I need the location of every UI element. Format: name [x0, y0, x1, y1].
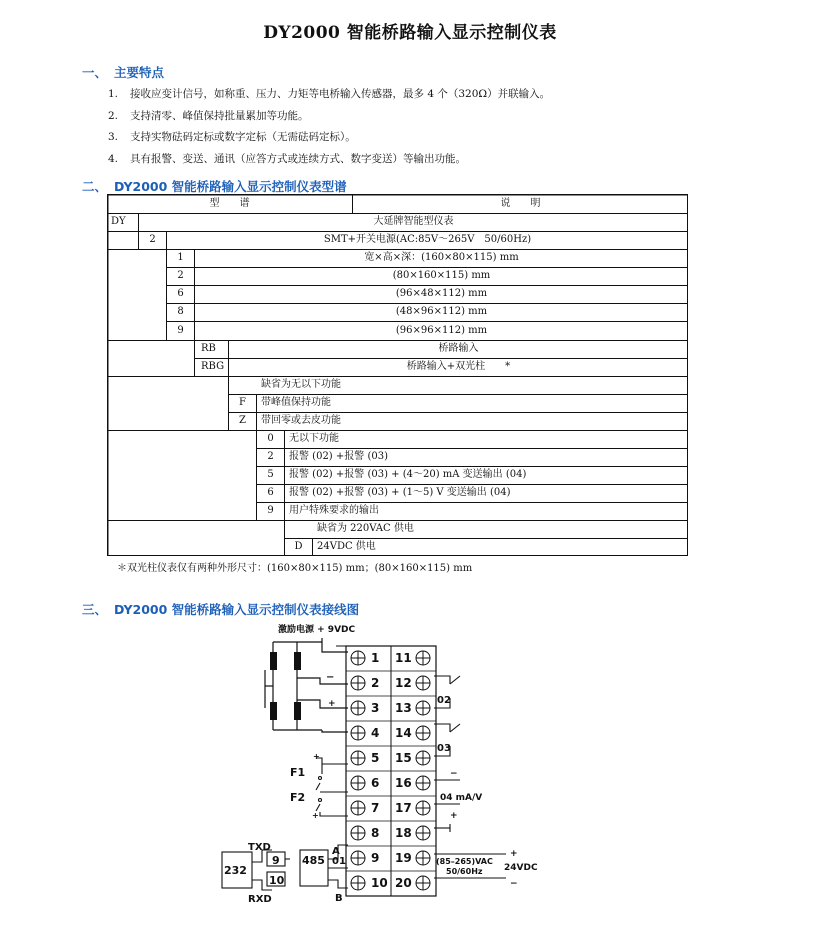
bridge-resistors — [270, 652, 301, 720]
terminal-number: 7 — [371, 801, 380, 815]
wiring-diagram — [210, 618, 550, 908]
relay-outputs — [434, 676, 506, 878]
terminal-screw-icon — [351, 826, 365, 840]
rs485-label: 485 — [302, 854, 325, 867]
section-1-number: 一、 — [82, 65, 108, 80]
code-output: 6 — [267, 487, 274, 498]
terminal-screw-icon — [351, 676, 365, 690]
terminal-number: 13 — [395, 701, 412, 715]
code-size: 1 — [177, 252, 184, 263]
plus-label: + — [328, 699, 336, 709]
f2-label: F2 — [290, 791, 306, 804]
terminal-number: 1 — [371, 651, 380, 665]
terminal-screw-icon — [416, 726, 430, 740]
desc-output: 报警 (02) +报警 (03) + (1～5) V 变送输出 (04) — [289, 487, 511, 498]
terminal-screw-icon — [416, 776, 430, 790]
section-2-number: 二、 — [82, 179, 108, 194]
footnote: ＊双光柱仪表仅有两种外形尺寸：(160×80×115) mm；(80×160×115) mm — [117, 563, 473, 574]
desc-input: 桥路输入+双光柱 * — [406, 361, 511, 372]
code-func: F — [239, 397, 246, 408]
desc-size: (48×96×112) mm — [395, 306, 488, 317]
rs232-label: 232 — [224, 864, 247, 877]
desc-size: (80×160×115) mm — [392, 270, 491, 281]
list-item: 3. 支持实物砝码定标或数字定标（无需砝码定标）。 — [108, 131, 356, 143]
terminal-number: 15 — [395, 751, 412, 765]
terminal-number: 18 — [395, 826, 412, 840]
code-input: RBG — [201, 361, 225, 372]
section-3-title: DY2000 智能桥路输入显示控制仪表接线图 — [114, 602, 360, 617]
desc-func: 带回零或去皮功能 — [261, 415, 341, 426]
output-04-label: 04 mA/V — [440, 793, 483, 803]
code-supply: D — [294, 541, 303, 552]
output-04-minus: − — [450, 769, 458, 779]
rs232-pin10: 10 — [269, 874, 285, 887]
terminal-screw-icon — [416, 751, 430, 765]
output-03-label: 03 — [437, 743, 451, 754]
hz-label: 50/60Hz — [446, 867, 483, 876]
rs485-01-label: 01 — [332, 856, 346, 867]
terminal-screw-icon — [416, 701, 430, 715]
desc-supply: 24VDC 供电 — [317, 541, 376, 552]
code-size: 6 — [177, 288, 184, 299]
terminal-screw-icon — [351, 701, 365, 715]
page-title: DY2000 智能桥路输入显示控制仪表 — [263, 23, 557, 43]
desc-power: SMT+开关电源(AC:85V～265V 50/60Hz) — [323, 234, 532, 245]
terminal-number: 2 — [371, 676, 380, 690]
terminal-screw-icon — [351, 851, 365, 865]
terminal-screw-icon — [351, 651, 365, 665]
terminal-number: 14 — [395, 726, 412, 740]
list-item: 1. 接收应变计信号，如称重、压力、力矩等电桥输入传感器，最多 4 个（320Ω）并联输入。 — [108, 88, 551, 100]
header-model: 型 谱 — [209, 198, 250, 209]
code-size: 8 — [177, 306, 184, 317]
features-list — [108, 84, 550, 170]
terminal-screw-icon — [351, 801, 365, 815]
desc-output: 报警 (02) +报警 (03) + (4～20) mA 变送输出 (04) — [289, 469, 527, 480]
list-item: 2. 支持清零、峰值保持批量累加等功能。 — [108, 109, 309, 122]
table-grid — [107, 194, 688, 556]
terminal-number: 20 — [395, 876, 412, 890]
txd-label: TXD — [248, 842, 271, 853]
plus-label-f1: + — [313, 752, 320, 761]
terminal-number: 4 — [371, 726, 380, 740]
func-default: 缺省为无以下功能 — [261, 379, 341, 390]
terminal-number: 12 — [395, 676, 412, 690]
terminal-screw-icon — [416, 676, 430, 690]
terminal-number: 6 — [371, 776, 380, 790]
desc-output: 无以下功能 — [289, 433, 339, 444]
terminal-number: 10 — [371, 876, 388, 890]
terminal-screw-icon — [416, 851, 430, 865]
code-input: RB — [201, 343, 216, 354]
code-power: 2 — [149, 234, 156, 245]
code-output: 9 — [267, 505, 274, 516]
vdc-minus: − — [510, 879, 518, 889]
section-3-number: 三、 — [82, 602, 108, 617]
terminal-number: 11 — [395, 651, 412, 665]
section-2-heading — [82, 177, 347, 195]
model-spec-table — [107, 194, 688, 556]
vac-label: (85–265)VAC — [436, 857, 493, 866]
vdc-label: 24VDC — [504, 863, 538, 873]
code-dy: DY — [111, 216, 126, 227]
rxd-label: RXD — [248, 894, 272, 905]
desc-output: 用户特殊要求的输出 — [289, 505, 379, 516]
terminal-screw-icon — [351, 876, 365, 890]
switch-inputs — [316, 758, 348, 816]
excitation-label: 激励电源 + 9VDC — [278, 625, 356, 635]
terminal-number: 3 — [371, 701, 380, 715]
desc-output: 报警 (02) +报警 (03) — [289, 451, 388, 462]
desc-size: (96×48×112) mm — [395, 288, 488, 299]
bridge-sensor — [265, 638, 348, 732]
header-description: 说 明 — [500, 198, 541, 209]
section-2-title: DY2000 智能桥路输入显示控制仪表型谱 — [114, 179, 347, 194]
code-func: Z — [239, 415, 246, 426]
section-1-title: 主要特点 — [114, 65, 165, 80]
code-output: 5 — [267, 469, 274, 480]
terminal-number: 19 — [395, 851, 412, 865]
terminal-screw-icon — [416, 801, 430, 815]
section-3-heading — [82, 600, 359, 618]
desc-input: 桥路输入 — [438, 343, 479, 354]
desc-dy: 大延牌智能型仪表 — [373, 216, 454, 227]
code-size: 9 — [177, 325, 184, 336]
terminal-number: 9 — [371, 851, 380, 865]
vdc-plus: + — [510, 849, 518, 859]
section-1-heading — [82, 63, 164, 81]
rs232-pin9: 9 — [272, 854, 280, 867]
terminal-screw-icon — [351, 726, 365, 740]
output-04-plus: + — [450, 811, 458, 821]
b-label: B — [335, 893, 343, 904]
terminal-number: 16 — [395, 776, 412, 790]
f1-label: F1 — [290, 766, 306, 779]
terminal-number: 8 — [371, 826, 380, 840]
a-label: A — [332, 846, 340, 857]
terminal-screw-icon — [416, 876, 430, 890]
list-item: 4. 具有报警、变送、通讯（应答方式或连续方式、数字变送）等输出功能。 — [108, 152, 466, 165]
terminal-screw-icon — [351, 776, 365, 790]
power-default: 缺省为 220VAC 供电 — [317, 523, 414, 534]
code-output: 0 — [267, 433, 274, 444]
code-output: 2 — [267, 451, 274, 462]
output-02-label: 02 — [437, 695, 451, 706]
desc-func: 带峰值保持功能 — [261, 397, 331, 408]
terminal-screw-icon — [416, 826, 430, 840]
minus-label: − — [326, 672, 335, 683]
desc-size: (96×96×112) mm — [395, 325, 488, 336]
terminal-screw-icon — [351, 751, 365, 765]
terminal-number: 5 — [371, 751, 380, 765]
plus-label-f2: + — [312, 811, 319, 820]
terminal-number: 17 — [395, 801, 412, 815]
terminal-screw-icon — [416, 651, 430, 665]
desc-size: 宽×高×深：(160×80×115) mm — [364, 252, 519, 263]
code-size: 2 — [177, 270, 184, 281]
